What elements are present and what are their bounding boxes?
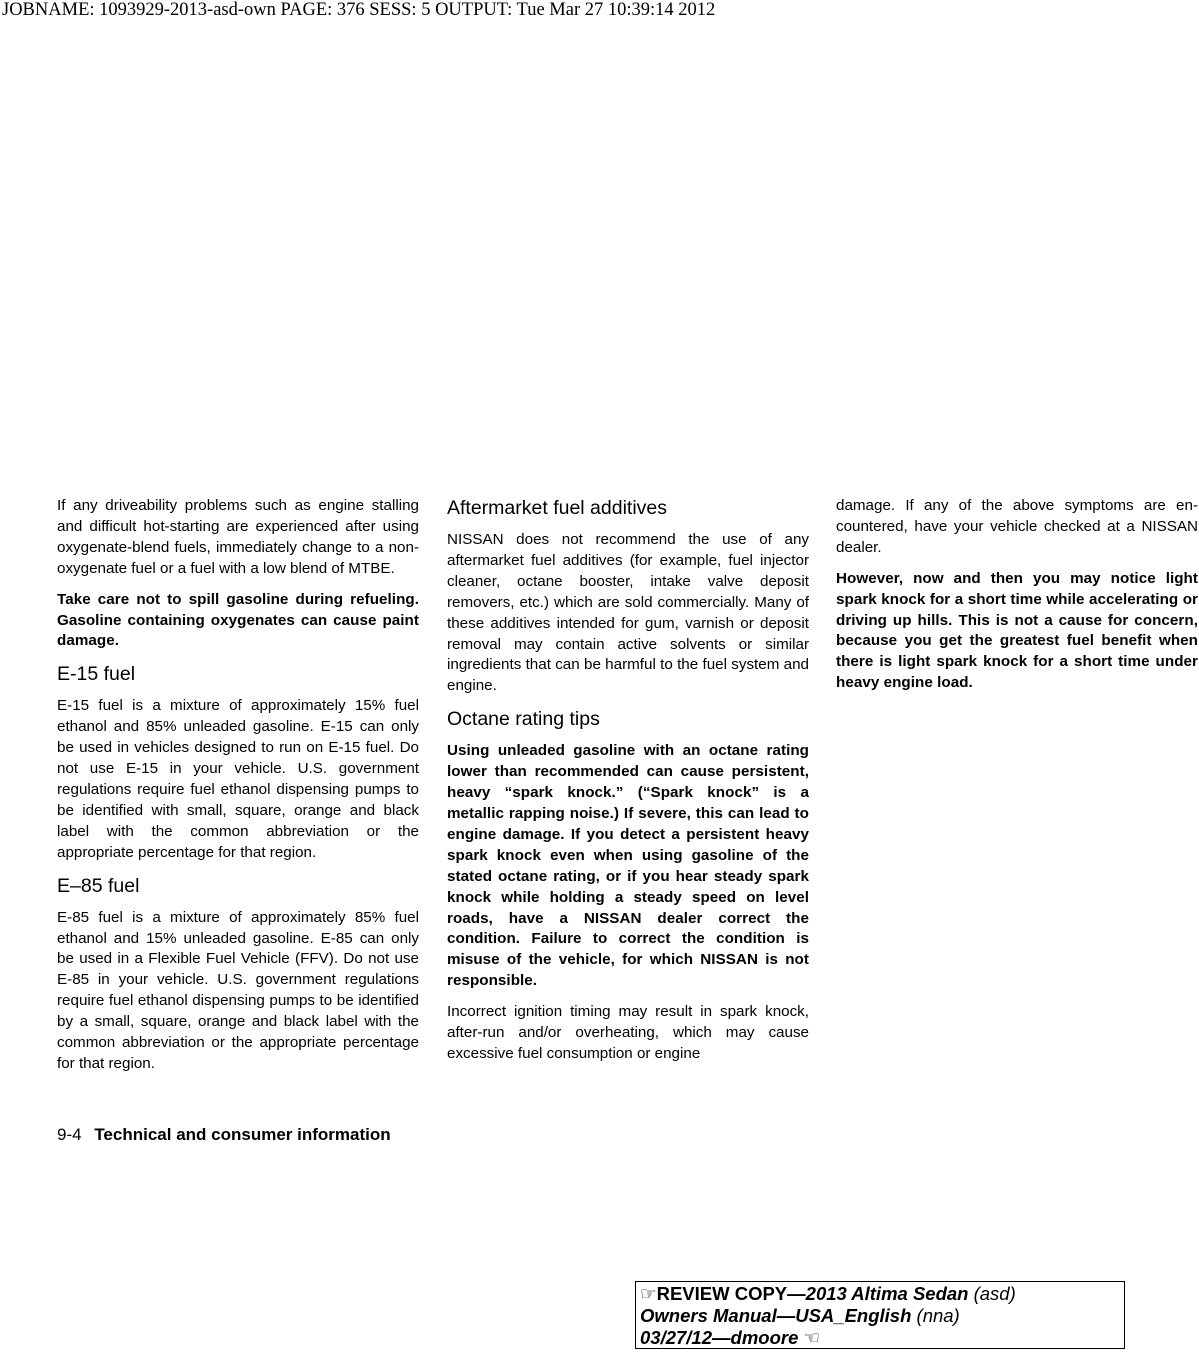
ignition-paragraph: Incorrect ignition timing may result in spark knock, after-run and/or overheating, which may cause excessive fuel consumption or engine <box>447 1003 809 1062</box>
model-name: 2013 Altima Sedan <box>805 1283 969 1304</box>
e15-paragraph: E-15 fuel is a mixture of approximately 15% fuel ethanol and 85% unleaded gasoline. E-15 can only be used in vehicles designed to run on E-15 fuel. Do not use E-15 in your vehicle. U.S. government regulations require fuel ethanol dispensing pumps to be identified with small, square, orange and black label with the common abbreviation or the appropriate percentage for that region. <box>57 697 419 861</box>
spark-knock-note-paragraph: However, now and then you may notice light spark knock for a short time while accelerating or driving up hills. This is not a cause for concern, because you get the greatest fuel benefit when there is light spark knock for a short time under heavy engine load. <box>836 569 1198 692</box>
octane-warning-paragraph: Using unleaded gasoline with an octane rating lower than recommended can cause persistent, heavy “spark knock.” (“Spark knock” is a metallic rapping noise.) If severe, this can lead to engine damage. If you detect a persistent heavy spark knock even when using gasoline of the stated octane rating, or if you hear steady spark knock while holding a steady speed on level roads, have a NISSAN dealer correct the condition. Failure to correct the condition is misuse of the vehicle, for which NISSAN is not responsible. <box>447 742 809 990</box>
left-pointing-hand-icon: ☜ <box>803 1327 821 1348</box>
column-3 <box>836 496 1198 704</box>
e15-heading: E-15 fuel <box>57 663 136 686</box>
review-line-1 <box>640 1283 1124 1305</box>
review-line-2 <box>640 1305 1124 1327</box>
column-2 <box>447 496 809 1075</box>
model-code: (asd) <box>973 1283 1016 1304</box>
damage-paragraph: damage. If any of the above symptoms are encountered, have your vehicle checked at a NISSAN dealer. <box>836 497 1198 556</box>
review-copy-box <box>635 1281 1125 1349</box>
e85-heading: E–85 fuel <box>57 874 140 897</box>
pointing-hand-icon: ☞ <box>640 1283 657 1304</box>
octane-heading: Octane rating tips <box>447 708 600 731</box>
section-title: Technical and consumer information <box>94 1125 391 1144</box>
spill-warning-paragraph: Take care not to spill gasoline during refueling. Gasoline containing oxygenates can cause paint damage. <box>57 590 419 650</box>
e85-paragraph: E-85 fuel is a mixture of approximately 85% fuel ethanol and 15% unleaded gasoline. E-85 can only be used in a Flexible Fuel Vehicle (FFV). Do not use E-85 in your vehicle. U.S. government regulations require fuel ethanol dispensing pumps to be identified by a small, square, orange and black label with the common abbreviation or the appropriate percentage for that region. <box>57 908 419 1072</box>
driveability-paragraph: If any driveability problems such as engine stalling and difficult hot-starting are experienced after using oxygenate-blend fuels, immediately change to a non-oxygenate fuel or a fuel with a low blend of MTBE. <box>57 497 419 577</box>
review-copy-label: REVIEW COPY— <box>656 1283 806 1304</box>
page-number: 9-4 <box>57 1125 82 1144</box>
manual-code: (nna) <box>916 1305 960 1326</box>
job-header-line: JOBNAME: 1093929-2013-asd-own PAGE: 376 SESS: 5 OUTPUT: Tue Mar 27 10:39:14 2012 <box>2 0 716 20</box>
manual-name: Owners Manual—USA_English <box>640 1305 912 1326</box>
date-editor: 03/27/12—dmoore <box>640 1327 799 1348</box>
additives-heading: Aftermarket fuel additives <box>447 497 668 519</box>
column-1 <box>57 496 419 1085</box>
page-footer <box>57 1124 391 1146</box>
additives-paragraph: NISSAN does not recommend the use of any aftermarket fuel additives (for example, fuel injector cleaner, octane booster, intake valve deposit removers, etc.) which are sold commercially. Many of these additives intended for gum, varnish or deposit removal may contain active solvents or similar ingredients that can be harmful to the fuel system and engine. <box>447 531 809 695</box>
review-line-3 <box>640 1327 1124 1349</box>
